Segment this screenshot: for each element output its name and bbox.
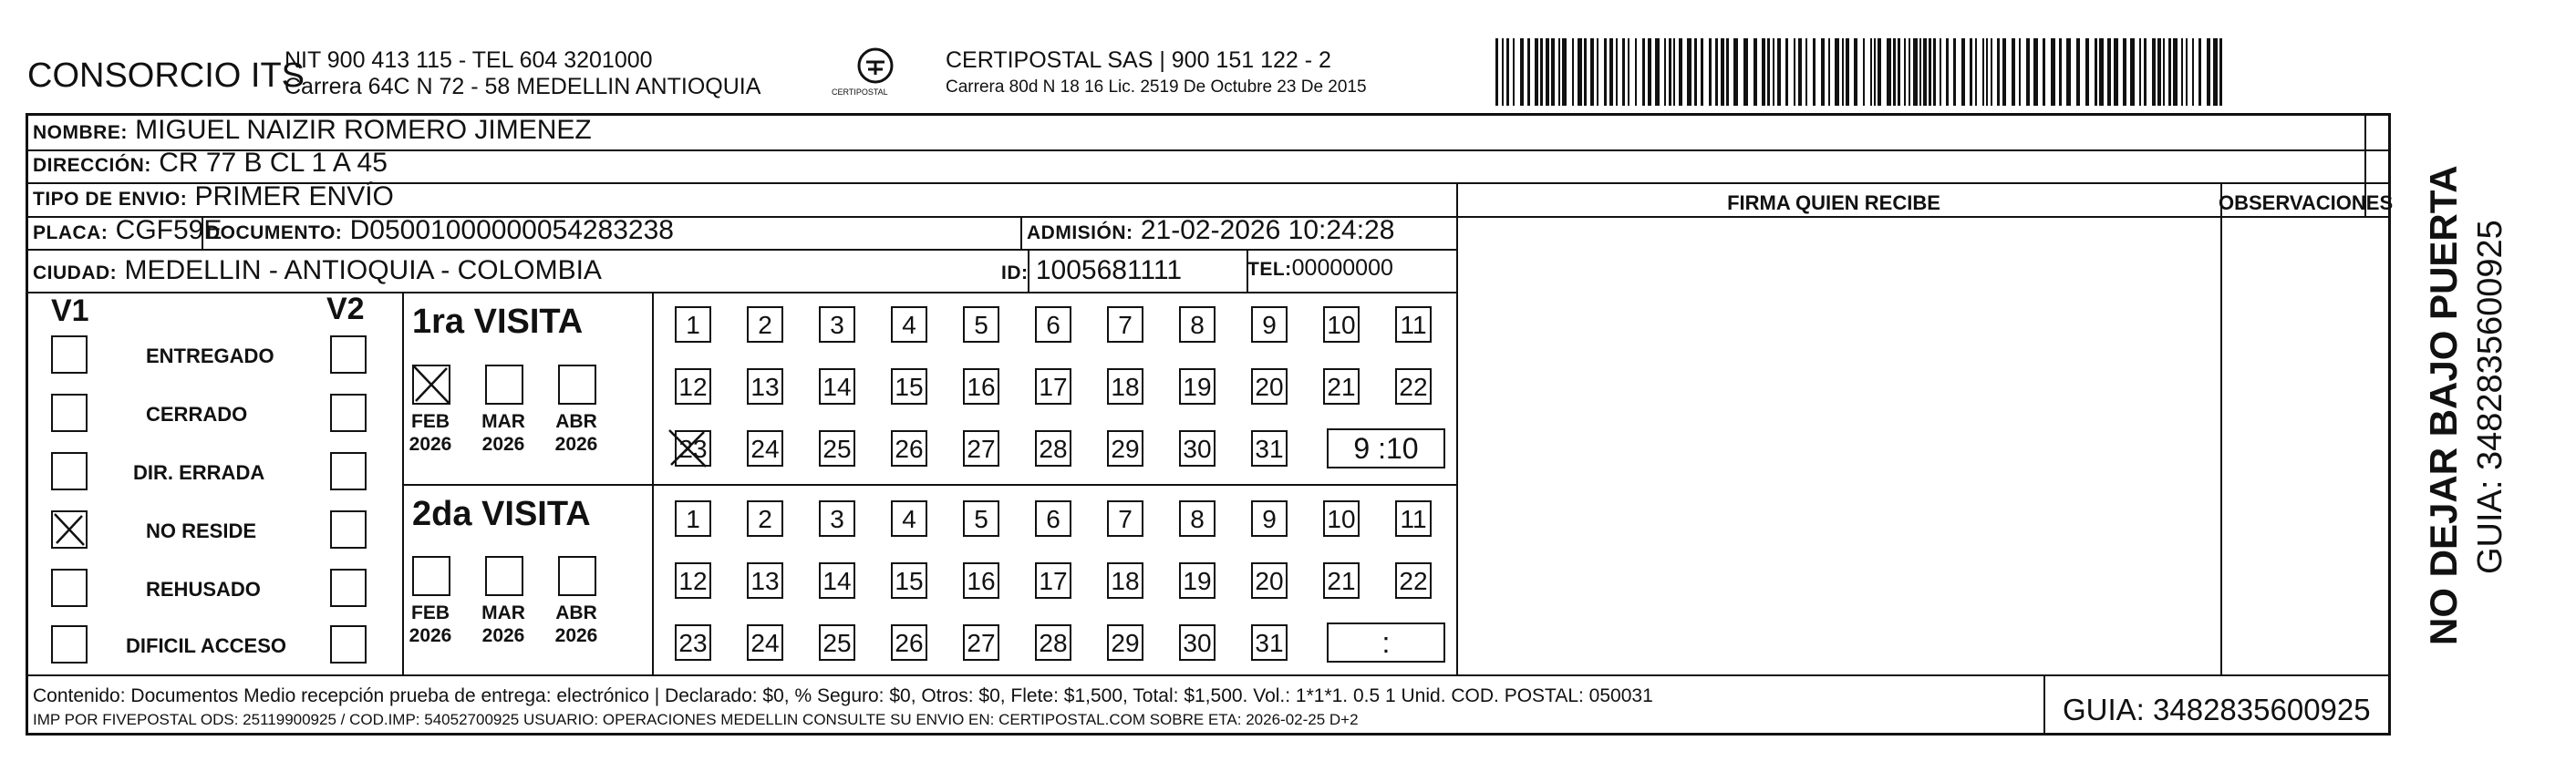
v1-checkbox[interactable]	[51, 569, 88, 607]
visit1-day-box[interactable]: 3	[819, 306, 855, 343]
month-year: 2026	[409, 434, 452, 455]
visit2-day-box[interactable]: 8	[1179, 500, 1216, 537]
visit1-day-box[interactable]: 18	[1107, 368, 1143, 405]
visit1-day-box[interactable]: 28	[1035, 430, 1071, 467]
id-value: 1005681111	[1035, 255, 1183, 285]
visit2-day-box[interactable]: 13	[747, 562, 783, 599]
status-label: ENTREGADO	[146, 345, 274, 367]
visit2-day-box[interactable]: 12	[675, 562, 711, 599]
month-year: 2026	[409, 625, 452, 646]
guia-number: GUIA: 3482835600925	[2063, 693, 2371, 726]
visit1-day-box[interactable]: 21	[1323, 368, 1360, 405]
month-name: FEB	[411, 411, 450, 432]
direccion-value: CR 77 B CL 1 A 45	[159, 148, 388, 178]
month-name: MAR	[481, 602, 525, 623]
v1-checkbox[interactable]	[51, 452, 88, 490]
v2-checkbox[interactable]	[330, 335, 367, 374]
month-year: 2026	[481, 434, 525, 455]
v2-checkbox[interactable]	[330, 569, 367, 607]
month-year: 2026	[554, 625, 598, 646]
documento-label: DOCUMENTO:	[206, 222, 343, 243]
tel-field	[1247, 255, 1393, 282]
visit1-day-box[interactable]: 20	[1251, 368, 1288, 405]
visit2-day-box[interactable]: 4	[891, 500, 927, 537]
visit1-day-box[interactable]: 29	[1107, 430, 1143, 467]
visit2-day-box[interactable]: 18	[1107, 562, 1143, 599]
status-label: DIR. ERRADA	[133, 461, 265, 484]
visit2-day-box[interactable]: 3	[819, 500, 855, 537]
visit2-time-box[interactable]: :	[1327, 623, 1445, 663]
visit2-title: 2da VISITA	[412, 495, 591, 533]
contenido-line: Contenido: Documentos Medio recepción prueba de entrega: electrónico | Declarado: $0, % Seguro: $0, Otros: $0, Flete: $1,500, Total: $1,500. Vol.: 1*1*1. 0.5 1 Unid. COD. POSTAL: 050031	[33, 685, 1653, 706]
admision-field	[1027, 215, 1394, 246]
no-dejar-warning: NO DEJAR BAJO PUERTA	[2422, 165, 2465, 645]
month-year: 2026	[554, 434, 598, 455]
visit1-day-box[interactable]: 5	[963, 306, 999, 343]
visit1-time-box[interactable]: 9 :10	[1327, 428, 1445, 468]
visit1-day-box[interactable]: 25	[819, 430, 855, 467]
check-mark-icon	[666, 427, 709, 470]
month-name: ABR	[555, 411, 597, 432]
visit2-day-box[interactable]: 27	[963, 624, 999, 661]
visit2-day-box[interactable]: 29	[1107, 624, 1143, 661]
visit2-day-box[interactable]: 11	[1395, 500, 1432, 537]
v2-checkbox[interactable]	[330, 452, 367, 490]
admision-value: 21-02-2026 10:24:28	[1140, 215, 1395, 245]
imp-line: IMP POR FIVEPOSTAL ODS: 25119900925 / COD.IMP: 54052700925 USUARIO: OPERACIONES MEDELLIN CONSULTE SU ENVIO EN: CERTIPOSTAL.COM SOBRE ETA: 2026-02-25 D+2	[33, 711, 1359, 728]
visit2-day-box[interactable]: 9	[1251, 500, 1288, 537]
row-divider	[28, 249, 1458, 251]
placa-value: CGF59E	[115, 215, 222, 245]
nombre-value: MIGUEL NAIZIR ROMERO JIMENEZ	[135, 115, 592, 145]
visit2-month-label	[403, 602, 458, 647]
visit1-month-label	[549, 410, 604, 456]
visit1-day-box[interactable]: 26	[891, 430, 927, 467]
visit2-day-box[interactable]: 24	[747, 624, 783, 661]
visit1-day-box[interactable]: 16	[963, 368, 999, 405]
check-mark-icon	[51, 510, 88, 549]
visit2-day-box[interactable]: 31	[1251, 624, 1288, 661]
documento-field	[206, 215, 674, 246]
visit2-month-checkbox[interactable]	[558, 556, 596, 596]
v1-header: V1	[51, 293, 89, 328]
v2-checkbox[interactable]	[330, 510, 367, 549]
check-mark-icon	[410, 363, 452, 406]
status-label: CERRADO	[146, 403, 248, 426]
visit2-day-box[interactable]: 21	[1323, 562, 1360, 599]
tipo-label: TIPO DE ENVIO:	[33, 189, 188, 210]
company-address: Carrera 64C N 72 - 58 MEDELLIN ANTIOQUIA	[284, 74, 761, 99]
visit1-day-box[interactable]: 23	[675, 430, 711, 467]
visit2-month-checkbox[interactable]	[412, 556, 450, 596]
documento-value: D05001000000054283238	[349, 215, 674, 245]
ciudad-field	[33, 255, 602, 286]
v2-checkbox[interactable]	[330, 394, 367, 432]
col-divider	[2043, 674, 2045, 735]
visit1-day-box[interactable]: 27	[963, 430, 999, 467]
visit2-day-box[interactable]: 25	[819, 624, 855, 661]
status-label: NO RESIDE	[146, 520, 257, 542]
observaciones-header: OBSERVACIONES	[2219, 191, 2394, 214]
visit2-day-box[interactable]: 10	[1323, 500, 1360, 537]
visit2-day-box[interactable]: 30	[1179, 624, 1216, 661]
visit1-day-box[interactable]: 24	[747, 430, 783, 467]
visit2-day-box[interactable]: 1	[675, 500, 711, 537]
v1-checkbox[interactable]	[51, 625, 88, 664]
visit2-day-box[interactable]: 5	[963, 500, 999, 537]
month-name: ABR	[555, 602, 597, 623]
id-field	[1001, 255, 1182, 286]
tel-value: 00000000	[1291, 255, 1393, 281]
visit1-month-checkbox[interactable]	[485, 365, 523, 405]
admision-label: ADMISIÓN:	[1027, 222, 1133, 243]
visit1-day-box[interactable]: 11	[1395, 306, 1432, 343]
visit1-day-box[interactable]: 19	[1179, 368, 1216, 405]
status-label: DIFICIL ACCESO	[126, 634, 287, 657]
visit1-day-box[interactable]: 22	[1395, 368, 1432, 405]
visit2-day-box[interactable]: 6	[1035, 500, 1071, 537]
col-divider	[2220, 182, 2222, 674]
visit1-day-box[interactable]: 12	[675, 368, 711, 405]
visit2-month-checkbox[interactable]	[485, 556, 523, 596]
month-name: MAR	[481, 411, 525, 432]
placa-field	[33, 215, 222, 246]
side-guia-number: GUIA: 3482835600925	[2471, 220, 2509, 574]
footer-divider	[28, 674, 2388, 676]
certipostal-address: Carrera 80d N 18 16 Lic. 2519 De Octubre 23 De 2015	[946, 77, 1367, 97]
v2-header: V2	[326, 292, 365, 326]
visit1-day-box[interactable]: 10	[1323, 306, 1360, 343]
v1-checkbox[interactable]	[51, 394, 88, 432]
visit2-day-box[interactable]: 26	[891, 624, 927, 661]
col-divider	[1456, 182, 1458, 674]
certipostal-info	[946, 47, 1367, 100]
col-divider	[652, 292, 654, 674]
visit1-day-box[interactable]: 2	[747, 306, 783, 343]
visit1-day-box[interactable]: 6	[1035, 306, 1071, 343]
direccion-field	[33, 148, 388, 179]
visit-divider	[402, 484, 1458, 486]
v1-checkbox[interactable]	[51, 335, 88, 374]
visit1-day-box[interactable]: 9	[1251, 306, 1288, 343]
visit2-day-box[interactable]: 28	[1035, 624, 1071, 661]
visit2-day-box[interactable]: 17	[1035, 562, 1071, 599]
visit1-day-box[interactable]: 14	[819, 368, 855, 405]
ciudad-label: CIUDAD:	[33, 262, 118, 283]
company-info	[284, 47, 760, 100]
tipo-value: PRIMER ENVÍO	[194, 181, 394, 211]
visit1-day-box[interactable]: 31	[1251, 430, 1288, 467]
certipostal-line: CERTIPOSTAL SAS | 900 151 122 - 2	[946, 47, 1331, 73]
visit1-title: 1ra VISITA	[412, 303, 584, 341]
id-label: ID:	[1001, 262, 1029, 283]
visit1-day-box[interactable]: 7	[1107, 306, 1143, 343]
nombre-field	[33, 115, 592, 146]
visit2-day-box[interactable]: 14	[819, 562, 855, 599]
row-divider	[28, 292, 1458, 293]
ciudad-value: MEDELLIN - ANTIOQUIA - COLOMBIA	[124, 255, 602, 285]
nit-line: NIT 900 413 115 - TEL 604 3201000	[284, 47, 653, 73]
visit2-month-label	[549, 602, 604, 647]
v2-checkbox[interactable]	[330, 625, 367, 664]
visit1-month-label	[476, 410, 531, 456]
visit2-day-box[interactable]: 19	[1179, 562, 1216, 599]
visit2-day-box[interactable]: 2	[747, 500, 783, 537]
tipo-field	[33, 181, 394, 212]
visit2-day-box[interactable]: 20	[1251, 562, 1288, 599]
visit1-day-box[interactable]: 8	[1179, 306, 1216, 343]
visit2-day-box[interactable]: 16	[963, 562, 999, 599]
nombre-label: NOMBRE:	[33, 122, 128, 143]
company-name: CONSORCIO ITS	[27, 57, 305, 95]
visit1-day-box[interactable]: 15	[891, 368, 927, 405]
month-year: 2026	[481, 625, 525, 646]
visit1-day-box[interactable]: 30	[1179, 430, 1216, 467]
placa-label: PLACA:	[33, 222, 109, 243]
tel-label: TEL:	[1247, 259, 1292, 280]
visit2-day-box[interactable]: 15	[891, 562, 927, 599]
visit2-day-box[interactable]: 7	[1107, 500, 1143, 537]
direccion-label: DIRECCIÓN:	[33, 155, 151, 176]
month-name: FEB	[411, 602, 450, 623]
firma-header: FIRMA QUIEN RECIBE	[1727, 191, 1940, 214]
visit2-day-box[interactable]: 23	[675, 624, 711, 661]
visit1-day-box[interactable]: 4	[891, 306, 927, 343]
logo-text: CERTIPOSTAL	[832, 87, 888, 97]
barcode	[1495, 38, 2225, 106]
visit1-day-box[interactable]: 13	[747, 368, 783, 405]
status-label: REHUSADO	[146, 578, 261, 601]
visit2-day-box[interactable]: 22	[1395, 562, 1432, 599]
visit1-day-box[interactable]: 17	[1035, 368, 1071, 405]
visit1-day-box[interactable]: 1	[675, 306, 711, 343]
visit2-month-label	[476, 602, 531, 647]
visit1-month-label	[403, 410, 458, 456]
visit1-month-checkbox[interactable]	[558, 365, 596, 405]
